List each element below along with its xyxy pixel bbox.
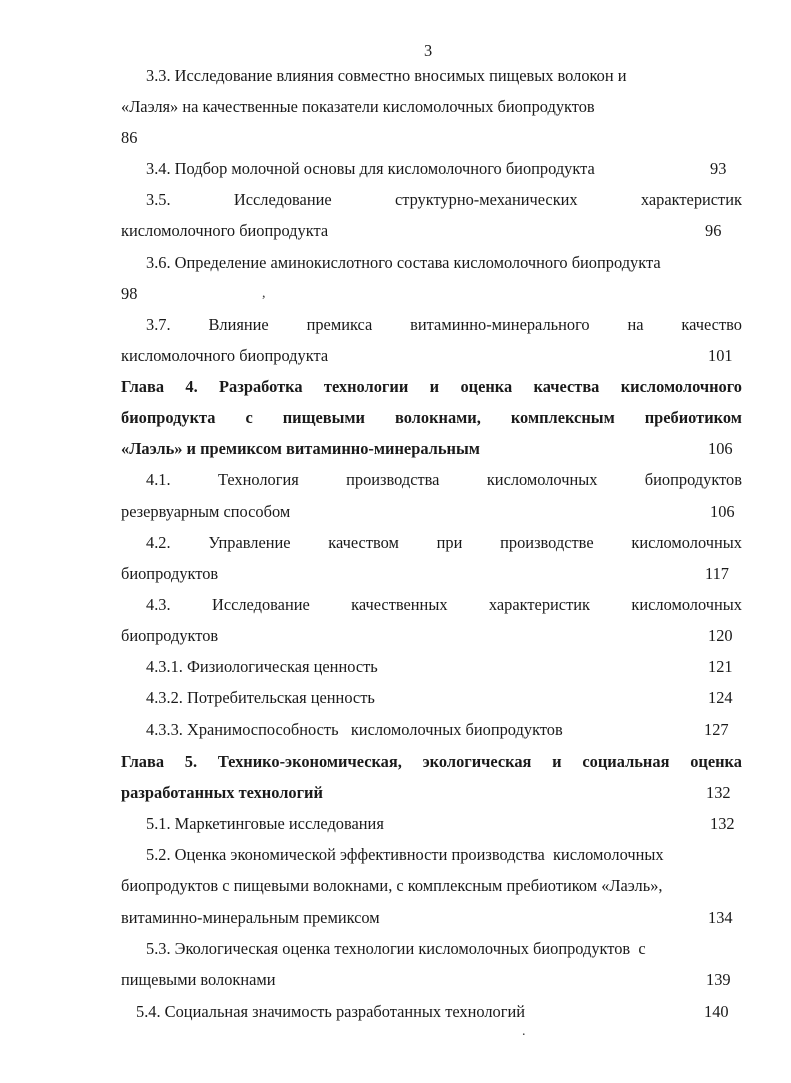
- toc-word: кисломолочных: [486, 470, 598, 489]
- page-number: 3: [424, 41, 433, 60]
- toc-word: 4.3.: [146, 595, 171, 614]
- toc-line: 5.4. Социальная значимость разработанных технологий: [136, 1002, 526, 1021]
- toc-line-justified: [146, 470, 742, 490]
- toc-line: витаминно-минеральным премиксом: [121, 908, 380, 927]
- toc-line: пищевыми волокнами: [121, 970, 276, 989]
- toc-word: кисломолочных: [631, 595, 742, 614]
- toc-chapter-heading: разработанных технологий: [121, 783, 323, 802]
- toc-line: 5.2. Оценка экономической эффективности производства кисломолочных: [146, 845, 664, 864]
- toc-line: 4.3.1. Физиологическая ценность: [146, 657, 378, 676]
- toc-line: 3.3. Исследование влияния совместно вносимых пищевых волокон и: [146, 66, 627, 85]
- toc-word: 4.2.: [146, 533, 171, 552]
- toc-page-number: 106: [708, 439, 733, 458]
- toc-line: 3.6. Определение аминокислотного состава кисломолочного биопродукта: [146, 253, 661, 272]
- toc-word: и: [429, 377, 440, 396]
- toc-word: характеристик: [640, 190, 742, 209]
- toc-page-number: 132: [710, 814, 735, 833]
- toc-word: Исследование: [211, 595, 310, 614]
- toc-line-justified: [146, 533, 742, 553]
- toc-word: социальная: [582, 752, 670, 771]
- toc-line: биопродуктов: [121, 626, 219, 645]
- toc-word: оценка: [690, 752, 742, 771]
- toc-word: с: [245, 408, 253, 427]
- toc-chapter-heading: [121, 377, 742, 397]
- toc-line: «Лаэля» на качественные показатели кисломолочных биопродуктов: [121, 97, 595, 116]
- toc-page-number: 117: [705, 564, 729, 583]
- toc-word: экологическая: [422, 752, 532, 771]
- toc-line: биопродуктов с пищевыми волокнами, с комплексным пребиотиком «Лаэль»,: [121, 876, 663, 895]
- toc-line-justified: [146, 595, 742, 615]
- toc-line: резервуарным способом: [121, 502, 291, 521]
- toc-page-number: 98: [121, 284, 138, 303]
- toc-word: 3.7.: [146, 315, 171, 334]
- toc-word: производства: [346, 470, 440, 489]
- toc-word: Технология: [217, 470, 299, 489]
- toc-word: пищевыми: [282, 408, 365, 427]
- toc-word: 3.5.: [146, 190, 171, 209]
- toc-page-number: 134: [708, 908, 733, 927]
- toc-word: качества: [533, 377, 600, 396]
- toc-word: Исследование: [233, 190, 332, 209]
- toc-chapter-heading: «Лаэль» и премиксом витаминно-минеральным: [121, 439, 480, 458]
- toc-page-number: 120: [708, 626, 733, 645]
- toc-page-number: 106: [710, 502, 735, 521]
- toc-word: Разработка: [219, 377, 303, 396]
- toc-line: 4.3.3. Хранимоспособность кисломолочных биопродуктов: [146, 720, 563, 739]
- toc-page-number: 101: [708, 346, 733, 365]
- toc-page-number: 96: [705, 221, 722, 240]
- toc-line-justified: [146, 315, 742, 335]
- scan-artifact-dot: .: [522, 1024, 526, 1039]
- toc-word: витаминно-минерального: [410, 315, 590, 334]
- toc-word: качеством: [328, 533, 399, 552]
- toc-word: производстве: [500, 533, 594, 552]
- toc-word: комплексным: [510, 408, 615, 427]
- toc-word: качественных: [351, 595, 448, 614]
- toc-chapter-heading: [121, 752, 742, 772]
- toc-word: пребиотиком: [644, 408, 742, 427]
- toc-line: кисломолочного биопродукта: [121, 221, 329, 240]
- toc-page-number: 121: [708, 657, 733, 676]
- toc-page-number: 139: [706, 970, 731, 989]
- toc-word: при: [436, 533, 463, 552]
- toc-page-number: 132: [706, 783, 731, 802]
- toc-word: 4.1.: [146, 470, 171, 489]
- toc-word: характеристик: [488, 595, 590, 614]
- toc-word: Управление: [208, 533, 291, 552]
- toc-page-number: 86: [121, 128, 138, 147]
- toc-page-number: 93: [710, 159, 727, 178]
- toc-word: структурно-механических: [394, 190, 578, 209]
- toc-word: и: [552, 752, 562, 771]
- toc-word: кисломолочного: [620, 377, 742, 396]
- toc-word: качество: [681, 315, 742, 334]
- toc-word: биопродукта: [121, 408, 216, 427]
- toc-word: премикса: [306, 315, 373, 334]
- toc-word: 4.: [185, 377, 198, 396]
- toc-page-number: 124: [708, 688, 733, 707]
- toc-line-justified: [146, 190, 742, 210]
- toc-word: Технико-экономическая,: [217, 752, 402, 771]
- toc-line: кисломолочного биопродукта: [121, 346, 329, 365]
- toc-word: на: [627, 315, 644, 334]
- toc-line: 5.1. Маркетинговые исследования: [146, 814, 384, 833]
- toc-word: биопродуктов: [644, 470, 742, 489]
- toc-word: Глава: [121, 752, 165, 771]
- scan-artifact-comma: ,: [262, 286, 266, 301]
- toc-word: кисломолочных: [631, 533, 742, 552]
- toc-word: 5.: [184, 752, 198, 771]
- toc-line: 3.4. Подбор молочной основы для кисломолочного биопродукта: [146, 159, 595, 178]
- toc-word: технологии: [323, 377, 409, 396]
- toc-line: 4.3.2. Потребительская ценность: [146, 688, 375, 707]
- toc-word: волокнами,: [394, 408, 481, 427]
- toc-page-number: 140: [704, 1002, 729, 1021]
- toc-chapter-heading: [121, 408, 742, 428]
- toc-line: 5.3. Экологическая оценка технологии кисломолочных биопродуктов с: [146, 939, 646, 958]
- toc-word: Влияние: [208, 315, 269, 334]
- toc-word: оценка: [460, 377, 513, 396]
- toc-word: Глава: [121, 377, 165, 396]
- toc-line: биопродуктов: [121, 564, 219, 583]
- toc-page-number: 127: [704, 720, 729, 739]
